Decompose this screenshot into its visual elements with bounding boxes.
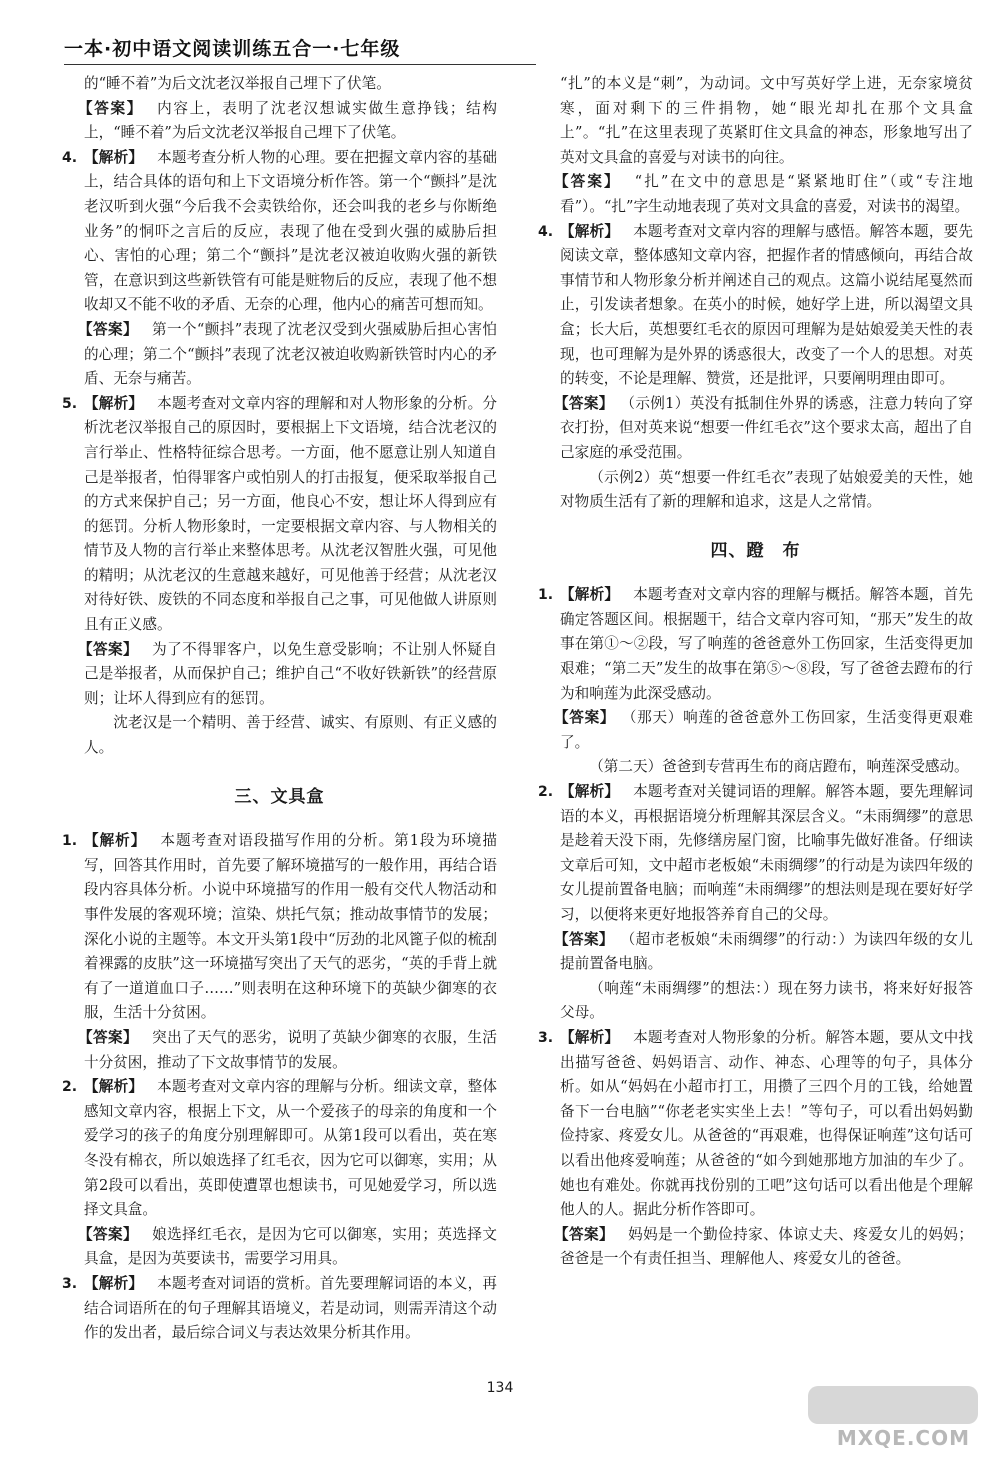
answer-label: 【答案】 [78, 99, 144, 117]
answer-label: 【答案】 [554, 173, 621, 191]
question-item [538, 220, 973, 392]
question-item [62, 392, 497, 638]
analysis-text: 本题考查对文章内容的理解与概括。解答本题，首先确定答题区间。根据题干，结合文章内容可知，“那天”发生的故事在第①～②段，写了响莲的爸爸意外工伤回家，生活变得更加艰难；“第二天”发生的故事在第⑤～⑧段，写了爸爸去蹬布的行为和响莲为此深受感动。 [560, 586, 973, 702]
section-title: 三、文具盒 [234, 786, 325, 807]
analysis-text: 本题考查对语段描写作用的分析。第1段为环境描写，回答其作用时，首先要了解环境描写的一般作用，再结合语段内容具体分析。小说中环境描写的作用一般有交代人物活动和事件发展的客观环境；渲染、烘托气氛；推动故事情节的发展；深化小说的主题等。本文开头第1段中“厉劲的北风篦子似的梳刮着裸露的皮肤”这一环境描写突出了天气的恶劣，“英的手背上就有了一道道血口子……”则表明在这种环境下的英缺少御寒的衣服，生活十分贫困。 [84, 832, 497, 1022]
answer-extra: （第二天）爸爸到专营再生布的商店蹬布，响莲深受感动。 [589, 758, 969, 776]
answer-block [538, 1223, 973, 1272]
answer-extra: （响莲“未雨绸缪”的想法：）现在努力读书，将来好好报答父母。 [560, 979, 973, 1022]
answer-text: 妈妈是一个勤俭持家、体谅丈夫、疼爱女儿的妈妈；爸爸是一个有责任担当、理解他人、疼爱女儿的爸爸。 [560, 1225, 973, 1268]
question-number: 4. [538, 223, 554, 240]
analysis-label: 【解析】 [560, 586, 620, 604]
analysis-label: 【解析】 [84, 394, 144, 412]
continued-text: “扎”的本义是“刺”，为动词。文中写英好学上进，无奈家境贫寒，面对剩下的三件捐物，她“眼光却扎在那个文具盒上”。“扎”在这里表现了英紧盯住文具盒的神态，形象地写出了英对文具盒的喜爱与对读书的向往。 [560, 75, 973, 166]
answer-label: 【答案】 [78, 640, 139, 658]
answer-label: 【答案】 [554, 709, 616, 727]
analysis-label: 【解析】 [84, 1274, 144, 1292]
answer-text: （示例1）英没有抵制住外界的诱惑，注意力转向了穿衣打扮，但对英来说“想要一件红毛衣”这个要求太高，超出了自己家庭的承受范围。 [560, 394, 973, 461]
answer-block [62, 1223, 497, 1272]
analysis-text: 本题考查对关键词语的理解。解答本题，要先理解词语的本义，再根据语境分析理解其深层含义。“未雨绸缪”的意思是趁着天没下雨，先修缮房屋门窗，比喻事先做好准备。仔细读文章后可知，文中超市老板娘“未雨绸缪”的行动是为读四年级的女儿提前置备电脑；而响莲“未雨绸缪”的想法则是现在要好好学习，以便将来更好地报答养育自己的父母。 [560, 783, 973, 923]
answer-block [62, 638, 497, 712]
answer-block [62, 1026, 497, 1075]
answer-label: 【答案】 [78, 320, 138, 338]
analysis-text: 本题考查对文章内容的理解和对人物形象的分析。分析沈老汉举报自己的原因时，要根据上下文语境，结合沈老汉的言行举止、性格特征综合思考。一方面，他不愿意让别人知道自己是举报者，怕得罪客户或怕别人的打击报复，便采取举报自己的方式来保护自己；另一方面，他良心不安，想让坏人得到应有的惩罚。分析人物形象时，一定要根据文章内容、与人物相关的情节及人物的言行举止来整体思考。从沈老汉智胜火强，可见他的精明；从沈老汉的生意越来越好，可见他善于经营；从沈老汉对待好铁、废铁的不同态度和举报自己之事，可见他做人讲原则且有正义感。 [84, 394, 497, 634]
answer-label: 【答案】 [78, 1028, 139, 1046]
answer-text: （那天）响莲的爸爸意外工伤回家，生活变得更艰难了。 [560, 709, 973, 751]
continued-text: 的“睡不着”为后文沈老汉举报自己埋下了伏笔。 [84, 75, 391, 92]
analysis-label: 【解析】 [84, 1078, 144, 1096]
analysis-text: 本题考查对文章内容的理解与感悟。解答本题，要先阅读文章，整体感知文章内容，把握作者的情感倾向，再结合故事情节和人物形象分析并阐述自己的观点。这篇小说结尾戛然而止，引发读者想象。在英小的时候，她好学上进，所以渴望文具盒；长大后，英想要红毛衣的原因可理解为是姑娘爱美天性的表现，也可理解为是外界的诱惑很大，改变了一个人的思想。对英的转变，不论是理解、赞赏，还是批评，只要阐明理由即可。 [560, 222, 973, 388]
analysis-label: 【解析】 [560, 222, 620, 240]
answer-label: 【答案】 [78, 1225, 139, 1243]
analysis-text: 本题考查对词语的赏析。首先要理解词语的本义，再结合词语所在的句子理解其语境义，若是动词，则需弄清这个动作的发出者，最后综合词义与表达效果分析其作用。 [84, 1274, 497, 1342]
watermark-url: MXQE.COM [836, 1426, 970, 1450]
analysis-label: 【解析】 [560, 783, 620, 801]
answer-extra: （示例2）英“想要一件红毛衣”表现了姑娘爱美的天性，她对物质生活有了新的理解和追求，这是人之常情。 [560, 468, 973, 511]
answer-block [538, 706, 973, 755]
analysis-label: 【解析】 [84, 832, 147, 850]
watermark-bubble-icon [808, 1386, 978, 1424]
analysis-text: 本题考查对人物形象的分析。解答本题，要从文中找出描写爸爸、妈妈语言、动作、神态、心理等的句子，具体分析。如从“妈妈在小超市打工，用攒了三四个月的工钱，给她置备下一台电脑”“你老老实实坐上去！”等句子，可以看出妈妈勤俭持家、疼爱女儿。从爸爸的“再艰难，也得保证响莲”这句话可以看出他疼爱响莲；从爸爸的“如今到她那地方加油的车少了。她也有难处。你就再找份别的工吧”这句话可以看出他是个理解他人的人。据此分析作答即可。 [560, 1028, 973, 1219]
page-number: 134 [486, 1380, 514, 1396]
answer-text: 为了不得罪客户，以免生意受影响；不让别人怀疑自己是举报者，从而保护自己；维护自己“不收好铁新铁”的经营原则；让坏人得到应有的惩罚。 [84, 640, 497, 707]
question-number: 5. [62, 395, 78, 412]
answer-block [538, 170, 973, 219]
analysis-text: 本题考查分析人物的心理。要在把握文章内容的基础上，结合具体的语句和上下文语境分析作答。第一个“颤抖”是沈老汉听到火强“今后我不会卖铁给你，还会叫我的老乡与你断绝业务”的恫吓之言后的反应，表现了他在受到火强的威胁后担心、害怕的心理；第二个“颤抖”是沈老汉被迫收购火强的新铁管，在意识到这些新铁管有可能是赃物后的反应，表现了他不想收却又不能不收的矛盾、无奈的心理，他内心的痛苦可想而知。 [84, 148, 497, 314]
answer-block [538, 928, 973, 977]
question-number: 3. [538, 1029, 554, 1046]
answer-label: 【答案】 [554, 1225, 615, 1243]
section-title: 四、蹬 布 [710, 540, 801, 561]
answer-text: “扎”在文中的意思是“紧紧地盯住”（或“专注地看”）。“扎”字生动地表现了英对文具盒的喜爱，对读书的渴望。 [560, 173, 973, 215]
answer-block [538, 392, 973, 466]
analysis-label: 【解析】 [560, 1028, 620, 1046]
question-item [538, 1026, 973, 1223]
answer-block [62, 318, 497, 392]
question-item [538, 780, 973, 928]
right-column [538, 72, 973, 1272]
analysis-label: 【解析】 [84, 148, 144, 166]
answer-extra: 沈老汉是一个精明、善于经营、诚实、有原则、有正义感的人。 [84, 714, 497, 757]
question-item [62, 829, 497, 1026]
question-number: 3. [62, 1275, 78, 1292]
answer-text: 第一个“颤抖”表现了沈老汉受到火强威胁后担心害怕的心理；第二个“颤抖”表现了沈老汉被迫收购新铁管时内心的矛盾、无奈与痛苦。 [84, 320, 497, 388]
watermark-logo [788, 1386, 978, 1450]
answer-block [62, 97, 497, 146]
left-column [62, 72, 497, 1346]
question-item [62, 146, 497, 318]
question-number: 2. [62, 1079, 78, 1096]
answer-text: 内容上，表明了沈老汉想诚实做生意挣钱；结构上，“睡不着”为后文沈老汉举报自己埋下了伏笔。 [84, 99, 497, 142]
analysis-text: 本题考查对文章内容的理解与分析。细读文章，整体感知文章内容，根据上下文，从一个爱孩子的母亲的角度和一个爱学习的孩子的角度分别理解即可。从第1段可以看出，英在寒冬没有棉衣，所以娘选择了红毛衣，因为它可以御寒，实用；从第2段可以看出，英即使遭罩也想读书，可见她爱学习，所以选择文具盒。 [84, 1078, 497, 1219]
question-number: 4. [62, 149, 78, 166]
answer-text: （超市老板娘“未雨绸缪”的行动：）为读四年级的女儿提前置备电脑。 [560, 930, 973, 973]
answer-label: 【答案】 [554, 930, 614, 948]
question-number: 1. [62, 833, 78, 850]
header-divider [64, 64, 536, 65]
answer-text: 娘选择红毛衣，是因为它可以御寒，实用；英选择文具盒，是因为英要读书，需要学习用具。 [84, 1225, 497, 1268]
answer-text: 突出了天气的恶劣，说明了英缺少御寒的衣服，生活十分贫困，推动了下文故事情节的发展。 [84, 1028, 497, 1071]
question-item [62, 1075, 497, 1223]
page-header: 一本·初中语文阅读训练五合一·七年级 [64, 38, 401, 60]
question-number: 1. [538, 587, 554, 604]
question-number: 2. [538, 784, 554, 801]
question-item [538, 583, 973, 706]
question-item [62, 1272, 497, 1346]
answer-label: 【答案】 [554, 394, 614, 412]
